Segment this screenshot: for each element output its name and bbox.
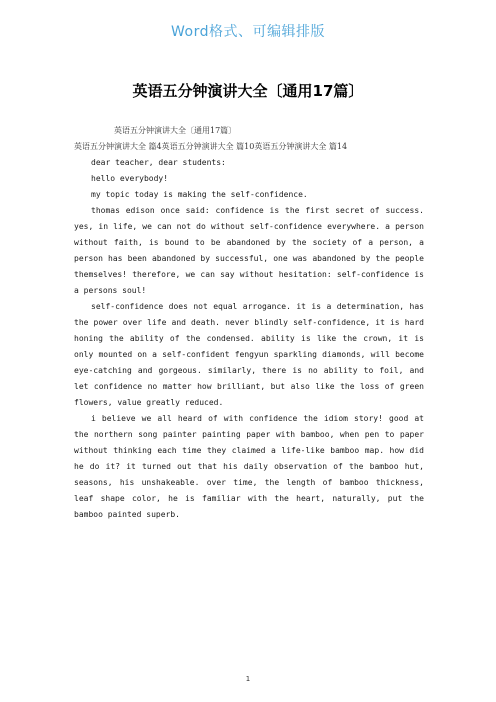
document-title: 英语五分钟演讲大全〔通用17篇〕 [132,82,364,100]
paragraph: hello everybody! [91,174,169,183]
paragraph: self-confidence does not equal arrogance. it is a determination, has the power over life and death. never blindly self-confidence, it is hard honing the ability of the condensed. ability is like the crown, it is only mounted on a self-confident fengyun sparkling diamonds, will become eye-catching and gorgeous. similarly, there is no ability to foil, and let confidence no matter how brilliant, but also like the loss of green flowers, value greatly reduced. [74,302,424,407]
document-subtitle: 英语五分钟演讲大全〔通用17篇〕 [114,126,237,135]
table-of-contents: 英语五分钟演讲大全 篇4英语五分钟演讲大全 篇10英语五分钟演讲大全 篇14 [74,142,348,151]
paragraph: i believe we all heard of with confidence the idiom story! good at the northern song painter painting paper with bamboo, when pen to paper without thinking each time they claimed a life-like bamboo map. how did he do it? it turned out that his daily observation of the bamboo hut, seasons, his unshakeable. over time, the length of bamboo thickness, leaf shape color, he is familiar with the heart, naturally, put the bamboo painted superb. [74,414,424,519]
header-banner: Word格式、可编辑排版 [171,24,325,40]
document-body [74,123,424,523]
page-number: 1 [245,675,251,683]
paragraph: dear teacher, dear students: [91,158,226,167]
paragraph: thomas edison once said: confidence is the first secret of success. yes, in life, we can not do without self-confidence everywhere. a person without faith, is bound to be abandoned by the society of a person, a person has been abandoned by successful, one was abandoned by the people themselves! therefore, we can say without hesitation: self-confidence is a persons soul! [74,206,424,295]
paragraph: my topic today is making the self-confidence. [91,190,308,199]
